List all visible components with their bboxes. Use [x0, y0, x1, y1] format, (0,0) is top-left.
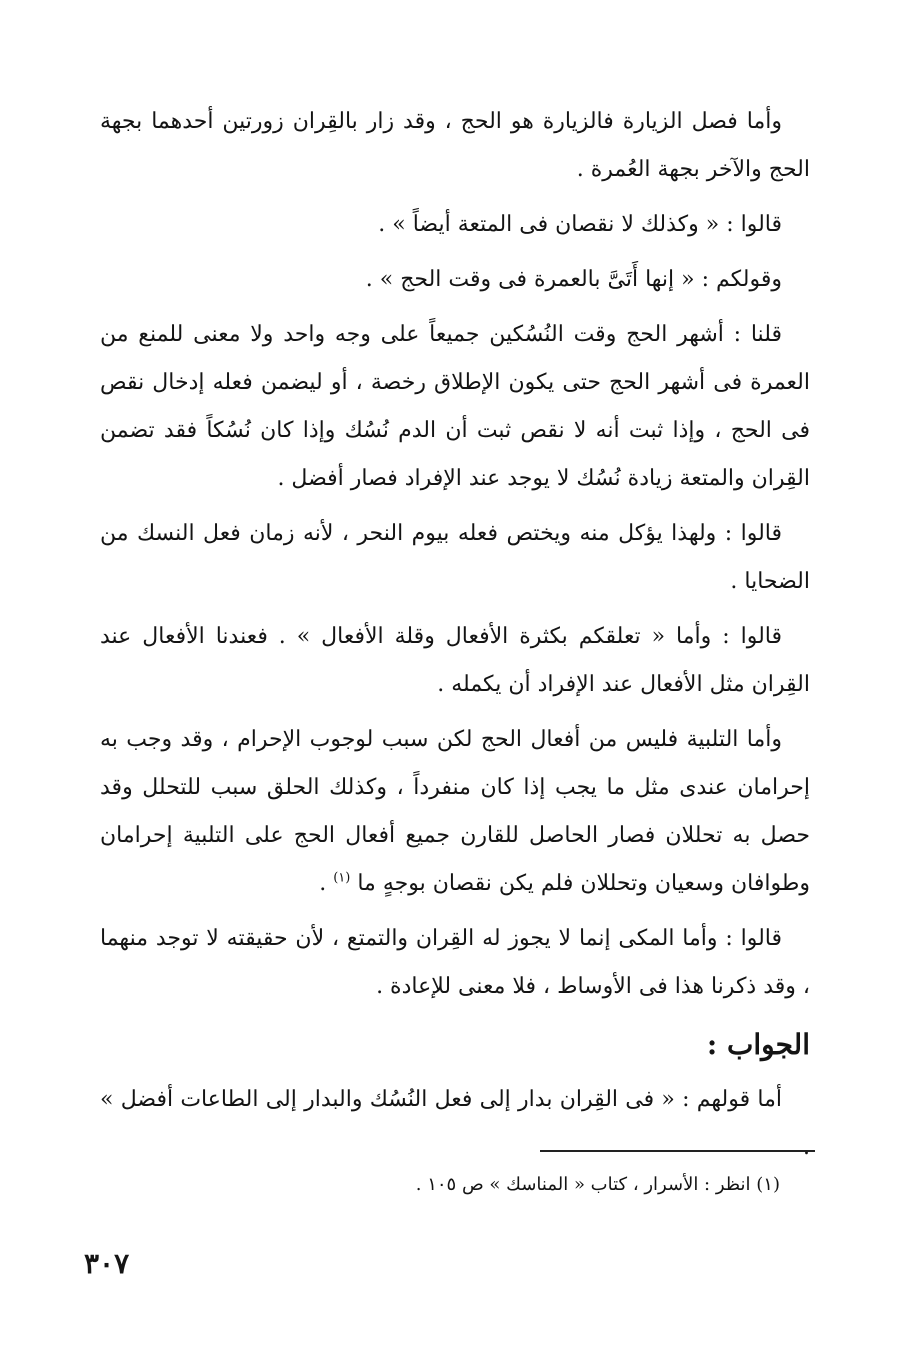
paragraph-talbiyah: وأما التلبية فليس من أفعال الحج لكن سبب لوجوب الإحرام ، وقد وجب به إحرامان عندى مثل ما يجب إذا كان منفرداً ، وكذلك الحلق سبب للتحلل وقد حصل به تحللان فصار الحاصل للقارن جميع أفعال الحج على التلبية إحرامان وطوافان وسعيان وتحللان فلم يكن نقصان بوجهٍ ما $^{(١)}$ .: [100, 727, 810, 896]
paragraph-tamattu-claim: قالوا : « وكذلك لا نقصان فى المتعة أيضاً » .: [378, 212, 782, 237]
paragraph-answer: أما قولهم : « فى القِران بدار إلى فعل النُسُك والبدار إلى الطاعات أفضل » .: [100, 1087, 810, 1160]
footnote-divider: [540, 1150, 815, 1152]
answer-heading: الجواب :: [706, 1028, 810, 1061]
page-number: ٣٠٧: [84, 1247, 130, 1280]
paragraph-visit: وأما فصل الزيارة فالزيارة هو الحج ، وقد زار بالقِران زورتين أحدهما بجهة الحج والآخر بجهة العُمرة .: [100, 109, 810, 182]
paragraph-actions: قالوا : وأما « تعلقكم بكثرة الأفعال وقلة الأفعال » . فعندنا الأفعال عند القِران مثل الأفعال عند الإفراد أن يكمله .: [100, 624, 810, 697]
paragraph-sacrifice: قالوا : ولهذا يؤكل منه ويختص فعله بيوم النحر ، لأنه زمان فعل النسك من الضحايا .: [100, 521, 810, 594]
footnote-reference: (١): [333, 870, 351, 886]
paragraph-hajj-months: قلنا : أشهر الحج وقت النُسُكين جميعاً على وجه واحد ولا معنى للمنع من العمرة فى أشهر الحج حتى يكون الإطلاق رخصة ، أو ليضمن فعله إدخال نقص فى الحج ، وإذا ثبت أنه لا نقص ثبت أن الدم نُسُك وإذا كان نُسُكاً فقد تضمن القِران والمتعة زيادة نُسُك لا يوجد عند الإفراد فصار أفضل .: [100, 322, 810, 491]
paragraph-umrah-claim: وقولكم : « إنها أَتَىَّ بالعمرة فى وقت الحج » .: [365, 267, 782, 292]
paragraph-makki: قالوا : وأما المكى إنما لا يجوز له القِران والتمتع ، لأن حقيقته لا توجد منهما ، وقد ذكرنا هذا فى الأوساط ، فلا معنى للإعادة .: [100, 926, 810, 999]
footnote-text: (١) انظر : الأسرار ، كتاب « المناسك » ص ١٠٥ .: [415, 1174, 780, 1195]
paragraph-talbiyah-text: وأما التلبية فليس من أفعال الحج لكن سبب لوجوب الإحرام ، وقد وجب به إحرامان عندى مثل ما يجب إذا كان منفرداً ، وكذلك الحلق سبب للتحلل وقد حصل به تحللان فصار الحاصل للقارن جميع أفعال الحج على التلبية إحرامان وطوافان وسعيان وتحللان فلم يكن نقصان بوجهٍ ما: [100, 727, 810, 896]
main-text: [100, 98, 810, 1172]
